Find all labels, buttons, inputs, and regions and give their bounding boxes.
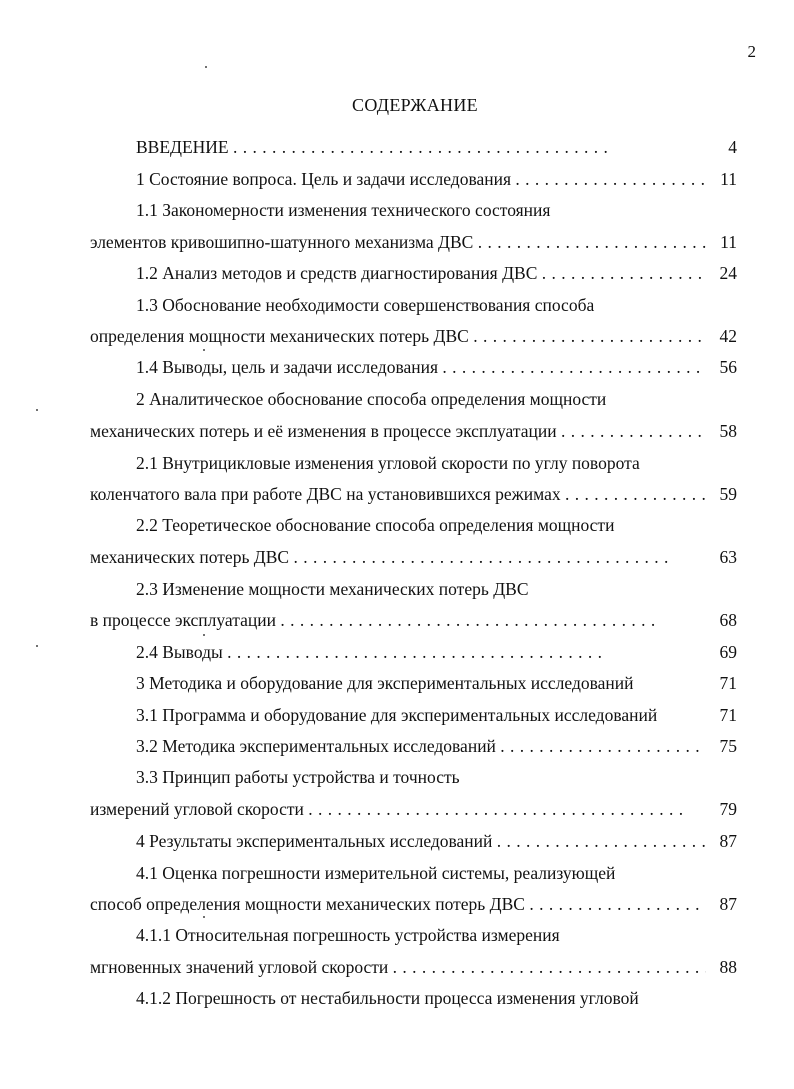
toc-line-1-4 <box>136 354 737 380</box>
toc-page: 71 <box>706 702 738 728</box>
toc-page: 87 <box>706 828 738 854</box>
toc-line-3-2 <box>136 733 737 759</box>
toc-line-4 <box>136 828 737 854</box>
toc-line-4-1b <box>90 891 737 917</box>
toc-text: ВВЕДЕНИЕ <box>136 137 229 157</box>
toc-line-2-4 <box>136 639 737 665</box>
toc-line-2-2a <box>136 512 737 538</box>
toc-line-2b <box>90 418 737 444</box>
toc-page: 58 <box>706 418 738 444</box>
toc-text: 4 Результаты экспериментальных исследований <box>136 831 493 851</box>
toc-text: 2 Аналитическое обоснование способа определения мощности <box>136 389 607 409</box>
toc-line-3-1 <box>136 702 737 728</box>
scan-speck <box>203 634 205 636</box>
toc-text: 3.2 Методика экспериментальных исследований <box>136 736 496 756</box>
toc-text: определения мощности механических потерь ДВС <box>90 326 469 346</box>
toc-text: 3.3 Принцип работы устройства и точность <box>136 767 460 787</box>
toc-text: механических потерь ДВС <box>90 547 290 567</box>
toc-text: 1.3 Обоснование необходимости совершенствования способа <box>136 295 595 315</box>
scan-speck <box>203 349 205 351</box>
toc-page: 24 <box>706 260 738 286</box>
toc-page: 68 <box>706 607 738 633</box>
toc-page: 42 <box>706 323 738 349</box>
toc-text: 4.1.2 Погрешность от нестабильности процесса изменения угловой <box>136 988 639 1008</box>
toc-page: 75 <box>706 733 738 759</box>
toc-line-2-3a <box>136 576 737 602</box>
toc-page: 59 <box>706 481 738 507</box>
page-title: СОДЕРЖАНИЕ <box>352 95 478 115</box>
toc-text: измерений угловой скорости <box>90 799 304 819</box>
toc-line-3 <box>136 670 737 696</box>
toc-text: 4.1.1 Относительная погрешность устройства измерения <box>136 925 560 945</box>
toc-text: 2.4 Выводы <box>136 642 223 662</box>
toc-page: 71 <box>706 670 738 696</box>
toc-line-2-2b <box>90 544 737 570</box>
toc-line-2-1b <box>90 481 737 507</box>
toc-text: 1.1 Закономерности изменения технического состояния <box>136 200 551 220</box>
toc-text: 3.1 Программа и оборудование для экспериментальных исследований <box>136 705 658 725</box>
toc-page: 56 <box>706 354 738 380</box>
toc-text: 1.2 Анализ методов и средств диагностирования ДВС <box>136 263 538 283</box>
toc-text: 1 Состояние вопроса. Цель и задачи исследования <box>136 169 512 189</box>
toc-line-4-1-1b <box>90 954 737 980</box>
scan-speck <box>36 409 38 411</box>
toc-page: 11 <box>706 229 737 255</box>
toc-page: 88 <box>706 954 738 980</box>
toc-line-3-3a <box>136 764 737 790</box>
scan-speck <box>203 916 205 918</box>
toc-text: 2.2 Теоретическое обоснование способа определения мощности <box>136 515 615 535</box>
scan-speck <box>205 66 207 68</box>
toc-line-1-1b <box>90 229 737 255</box>
toc-page: 79 <box>706 796 738 822</box>
toc-text: элементов кривошипно-шатунного механизма ДВС <box>90 232 474 252</box>
toc-line-2a <box>136 386 737 412</box>
toc-page: 69 <box>706 639 738 665</box>
toc-line-2-3b <box>90 607 737 633</box>
toc-text: 1.4 Выводы, цель и задачи исследования <box>136 357 439 377</box>
toc-line-4-1-2a <box>136 985 737 1011</box>
toc-line-1-2 <box>136 260 737 286</box>
toc-page: 4 <box>714 134 737 160</box>
toc-text: механических потерь и её изменения в процессе эксплуатации <box>90 421 557 441</box>
toc-text: 2.1 Внутрицикловые изменения угловой скорости по углу поворота <box>136 453 640 473</box>
scan-speck <box>36 645 38 647</box>
toc-line-1-3a <box>136 292 737 318</box>
toc-text: в процессе эксплуатации <box>90 610 276 630</box>
toc-text: 2.3 Изменение мощности механических потерь ДВС <box>136 579 529 599</box>
toc-line-intro <box>136 134 737 160</box>
toc-text: 4.1 Оценка погрешности измерительной системы, реализующей <box>136 863 616 883</box>
toc-line-1-3b <box>90 323 737 349</box>
toc-line-1-1a <box>136 197 737 223</box>
toc-page: 87 <box>706 891 738 917</box>
toc-line-4-1a <box>136 860 737 886</box>
toc-line-3-3b <box>90 796 737 822</box>
toc-line-1 <box>136 166 737 192</box>
toc-text: коленчатого вала при работе ДВС на установившихся режимах <box>90 484 561 504</box>
toc-line-2-1a <box>136 450 737 476</box>
toc-page: 63 <box>706 544 738 570</box>
toc-page: 11 <box>706 166 737 192</box>
page-number: 2 <box>747 42 756 61</box>
toc-line-4-1-1a <box>136 922 737 948</box>
toc-text: 3 Методика и оборудование для экспериментальных исследований <box>136 673 634 693</box>
toc-text: способ определения мощности механических потерь ДВС <box>90 894 525 914</box>
toc-text: мгновенных значений угловой скорости <box>90 957 389 977</box>
